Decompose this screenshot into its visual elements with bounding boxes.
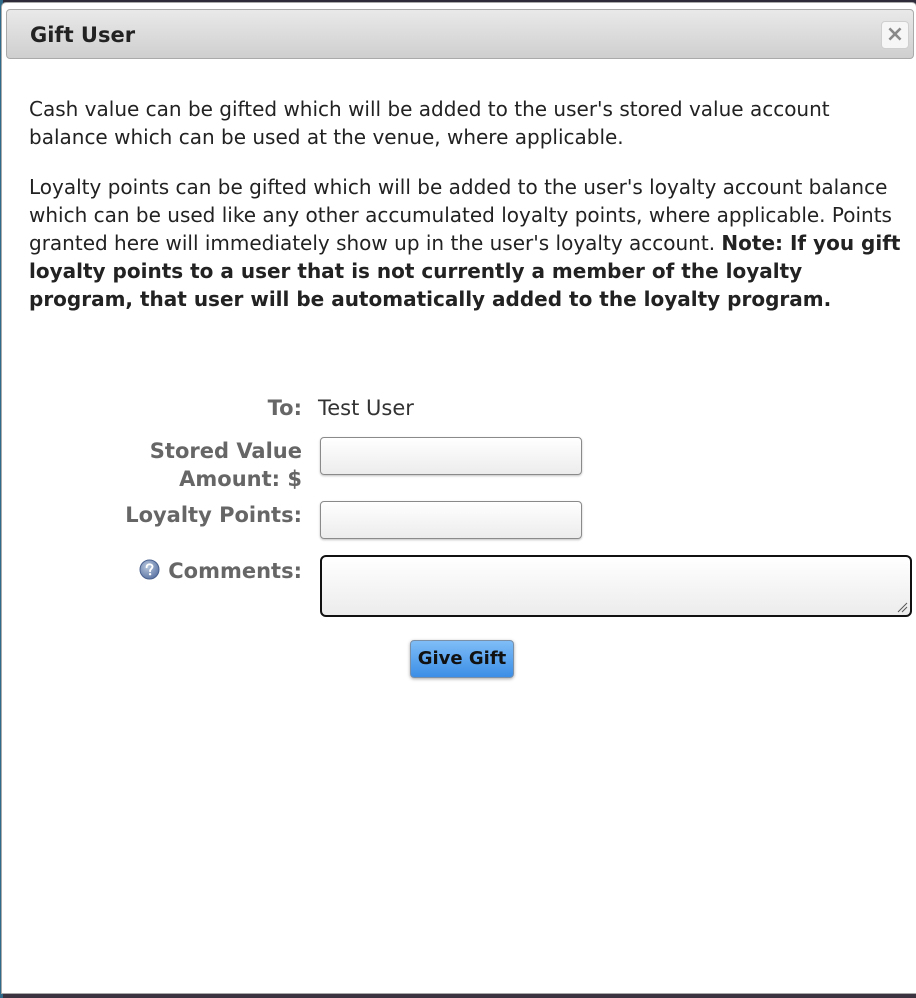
- to-label: To:: [267, 396, 302, 420]
- stored-value-input[interactable]: [320, 437, 582, 475]
- stored-value-label-line2: Amount: $: [179, 467, 302, 491]
- give-gift-button[interactable]: Give Gift: [410, 640, 514, 678]
- question-circle-icon[interactable]: [139, 559, 160, 580]
- close-button[interactable]: [881, 21, 909, 49]
- close-icon: ×: [885, 22, 905, 47]
- dialog-title: Gift User: [30, 23, 136, 47]
- dialog-titlebar[interactable]: [6, 9, 914, 59]
- loyalty-description: [29, 173, 901, 313]
- stored-value-description: Cash value can be gifted which will be added to the user's stored value account balance which can be used at the venue, where applicable.: [29, 97, 830, 149]
- stored-value-label-line1: Stored Value: [149, 439, 302, 463]
- gift-user-dialog: [2, 3, 916, 993]
- comments-label: Comments:: [168, 559, 302, 583]
- loyalty-description-text: Loyalty points can be gifted which will be added to the user's loyalty account balance which can be used like any other accumulated loyalty points, where applicable. Points granted here will immediately show up in the user's loyalty account.: [29, 175, 892, 255]
- recipient-name: Test User: [318, 396, 414, 420]
- loyalty-points-label: Loyalty Points:: [125, 503, 302, 527]
- loyalty-note: Note: If you gift loyalty points to a user that is not currently a member of the loyalty program, that user will be automatically added to the loyalty program.: [29, 231, 901, 311]
- resize-grip-icon[interactable]: [896, 601, 908, 613]
- loyalty-points-input[interactable]: [320, 501, 582, 539]
- comments-textarea[interactable]: [320, 555, 912, 617]
- stored-value-label: [150, 437, 302, 493]
